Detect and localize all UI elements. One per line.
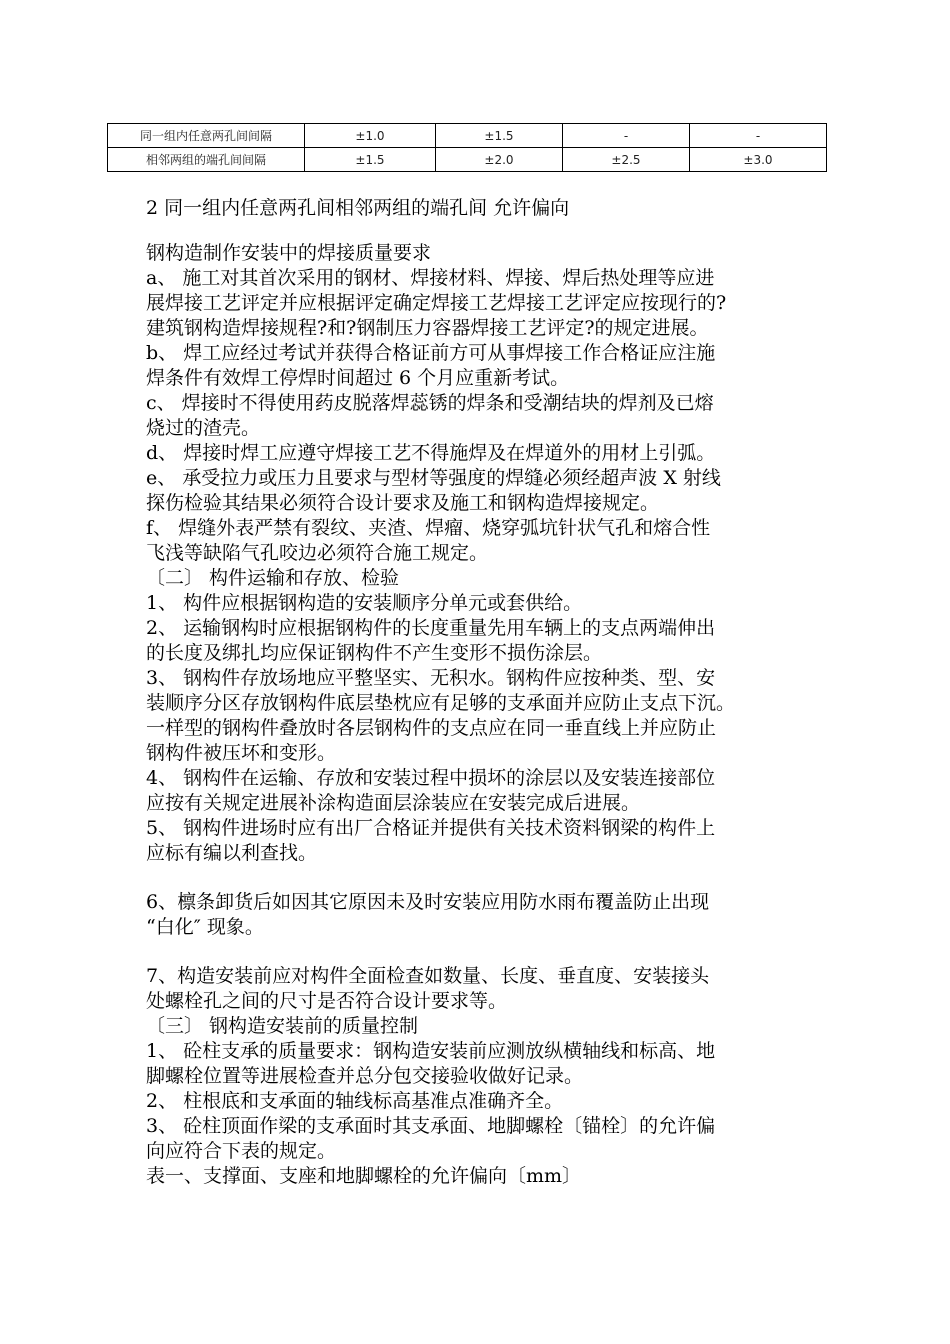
text-line: 烧过的渣壳。 — [146, 417, 261, 439]
text-line: 表一、支撑面、支座和地脚螺栓的允许偏向〔mm〕 — [146, 1165, 582, 1187]
text-line: 5、 钢构件进场时应有出厂合格证并提供有关技术资料钢梁的构件上 — [146, 817, 716, 839]
table-cell: 同一组内任意两孔间间隔 — [108, 124, 305, 148]
text-line: 探伤检验其结果必须符合设计要求及施工和钢构造焊接规定。 — [146, 492, 660, 514]
table-note: 2 同一组内任意两孔间相邻两组的端孔间 允许偏向 — [146, 197, 570, 219]
text-line: a、 施工对其首次采用的钢材、焊接材料、焊接、焊后热处理等应进 — [146, 267, 715, 289]
paragraph-block — [146, 890, 826, 940]
text-line: 钢构件被压坏和变形。 — [146, 742, 337, 764]
text-line: 的长度及绑扎均应保证钢构件不产生变形不损伤涂层。 — [146, 642, 603, 664]
text-line: 3、 砼柱顶面作梁的支承面时其支承面、地脚螺栓〔锚栓〕的允许偏 — [146, 1115, 716, 1137]
text-line: 4、 钢构件在运输、存放和安装过程中损坏的涂层以及安装连接部位 — [146, 767, 716, 789]
table-row — [108, 124, 827, 148]
text-line: 飞浅等缺陷气孔咬边必须符合施工规定。 — [146, 542, 489, 564]
text-line: 〔三〕 钢构造安装前的质量控制 — [146, 1015, 419, 1037]
text-line: 〔二〕 构件运输和存放、检验 — [146, 567, 400, 589]
text-line: 6、檩条卸货后如因其它原因未及时安装应用防水雨布覆盖防止出现 — [146, 891, 710, 913]
text-line: 处螺栓孔之间的尺寸是否符合设计要求等。 — [146, 990, 508, 1012]
text-line: 3、 钢构件存放场地应平整坚实、无积水。钢构件应按种类、型、安 — [146, 667, 716, 689]
text-line: 焊条件有效焊工停焊时间超过 6 个月应重新考试。 — [146, 367, 570, 389]
text-line: 1、 砼柱支承的质量要求：钢构造安装前应测放纵横轴线和标高、地 — [146, 1040, 716, 1062]
text-line: 装顺序分区存放钢构件底层垫枕应有足够的支承面并应防止支点下沉。 — [146, 692, 736, 714]
text-line: 一样型的钢构件叠放时各层钢构件的支点应在同一垂直线上并应防止 — [146, 717, 717, 739]
text-line: 向应符合下表的规定。 — [146, 1140, 337, 1162]
text-line: e、 承受拉力或压力且要求与型材等强度的焊缝必须经超声波 X 射线 — [146, 467, 721, 489]
table-cell: ±2.0 — [436, 148, 563, 172]
text-line: 2、 柱根底和支承面的轴线标高基准点准确齐全。 — [146, 1090, 564, 1112]
text-line: 应按有关规定进展补涂构造面层涂装应在安装完成后进展。 — [146, 792, 641, 814]
table-cell: - — [690, 124, 827, 148]
table-cell: ±1.5 — [305, 148, 436, 172]
text-line: 2、 运输钢构时应根据钢构件的长度重量先用车辆上的支点两端伸出 — [146, 617, 716, 639]
paragraph-block — [146, 964, 826, 1189]
table-cell: ±2.5 — [563, 148, 690, 172]
text-line: 脚螺栓位置等进展检查并总分包交接验收做好记录。 — [146, 1065, 584, 1087]
text-line: b、 焊工应经过考试并获得合格证前方可从事焊接工作合格证应注施 — [146, 342, 716, 364]
table-cell: ±1.0 — [305, 124, 436, 148]
text-line: d、 焊接时焊工应遵守焊接工艺不得施焊及在焊道外的用材上引弧。 — [146, 442, 716, 464]
text-line: 展焊接工艺评定并应根据评定确定焊接工艺焊接工艺评定应按现行的? — [146, 292, 727, 314]
table-row — [108, 148, 827, 172]
table-cell: ±3.0 — [690, 148, 827, 172]
text-line: 建筑钢构造焊接规程?和?钢制压力容器焊接工艺评定?的规定进展。 — [146, 317, 709, 339]
text-line: 7、构造安装前应对构件全面检查如数量、长度、垂直度、安装接头 — [146, 965, 710, 987]
body-text — [146, 196, 826, 1189]
text-line: c、 焊接时不得使用药皮脱落焊蕊锈的焊条和受潮结块的焊剂及已熔 — [146, 392, 714, 414]
text-line: 应标有编以利查找。 — [146, 842, 318, 864]
table-cell: - — [563, 124, 690, 148]
text-line: 1、 构件应根据钢构造的安装顺序分单元或套供给。 — [146, 592, 583, 614]
paragraph-block — [146, 266, 826, 866]
section-title: 钢构造制作安装中的焊接质量要求 — [146, 242, 432, 264]
table-cell: ±1.5 — [436, 124, 563, 148]
text-line: “白化″ 现象。 — [146, 916, 264, 938]
deviation-table — [107, 123, 827, 172]
text-line: f、 焊缝外表严禁有裂纹、夹渣、焊瘤、烧穿弧坑针状气孔和熔合性 — [146, 517, 711, 539]
table-cell: 相邻两组的端孔间间隔 — [108, 148, 305, 172]
